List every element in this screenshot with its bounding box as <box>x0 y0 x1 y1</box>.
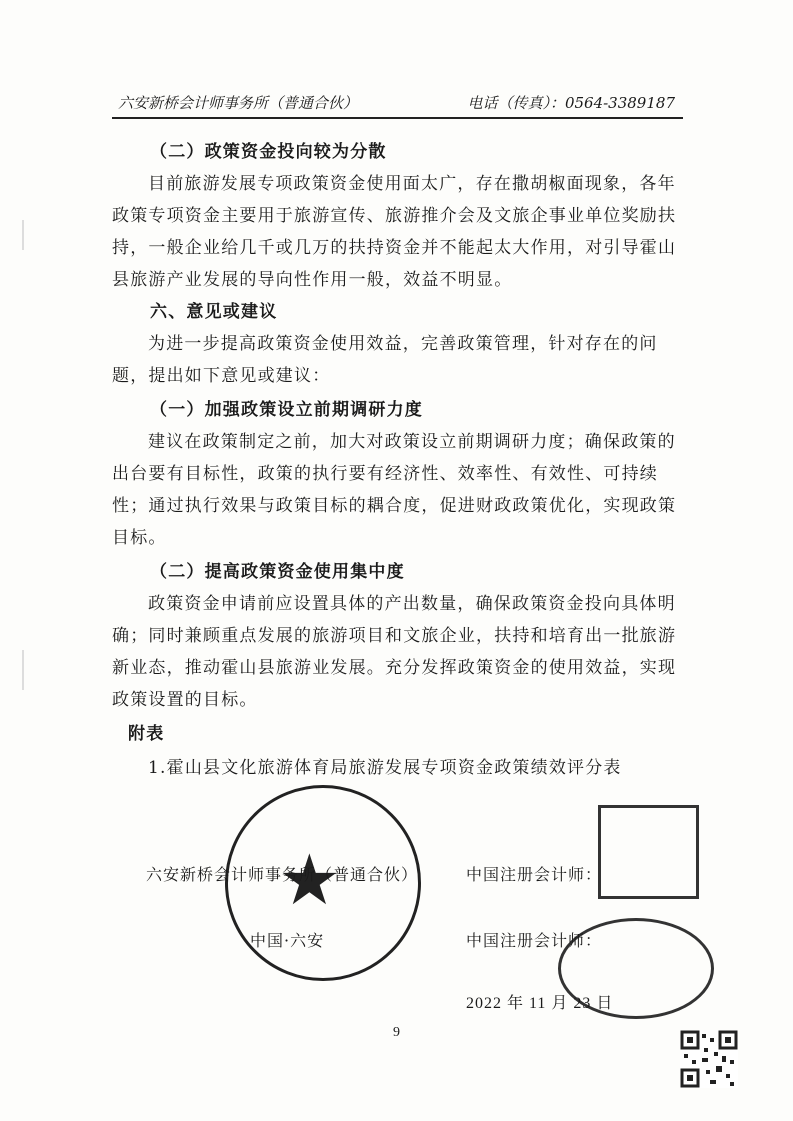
appendix-heading: 附表 <box>128 724 165 744</box>
margin-mark <box>22 220 24 250</box>
star-icon: ★ <box>278 839 341 921</box>
header-rule <box>112 117 683 119</box>
body-paragraph: 目前旅游发展专项政策资金使用面太广，存在撒胡椒面现象，各年政策专项资金主要用于旅游宣传、旅游推介会及文旅企事业单位奖励扶持，一般企业给几千或几万的扶持资金并不能起太大作用，对引导霍山县旅游产业发展的导向性作用一般，效益不明显。 <box>112 174 677 290</box>
margin-mark <box>22 650 24 690</box>
body-paragraph: 建议在政策制定之前，加大对政策设立前期调研力度；确保政策的出台要有目标性，政策的执行要有经济性、效率性、有效性、可持续性；通过执行效果与政策目标的耦合度，促进财政政策优化，实现政策目标。 <box>112 432 677 548</box>
header-phone: 电话（传真）：0564-3389187 <box>467 94 675 112</box>
section-heading: （一）加强政策设立前期调研力度 <box>150 400 423 420</box>
section-heading: 六、意见或建议 <box>150 302 278 322</box>
signature-location: 中国·六安 <box>250 931 325 950</box>
qr-code-icon <box>680 1030 738 1088</box>
signature-firm: 六安新桥会计师事务所（普通合伙） <box>146 865 419 884</box>
signature-date: 2022 年 11 月 23 日 <box>466 995 614 1012</box>
signature-cpa-1: 中国注册会计师： <box>466 865 603 884</box>
body-paragraph: 为进一步提高政策资金使用效益，完善政策管理，针对存在的问题，提出如下意见或建议： <box>112 334 658 386</box>
appendix-item: 1.霍山县文化旅游体育局旅游发展专项资金政策绩效评分表 <box>148 758 622 778</box>
cpa-stamp-rect <box>598 805 699 899</box>
section-heading: （二）提高政策资金使用集中度 <box>150 562 405 582</box>
header-firm: 六安新桥会计师事务所（普通合伙） <box>118 94 359 112</box>
signature-cpa-2: 中国注册会计师： <box>466 931 603 950</box>
page-number: 9 <box>393 1025 400 1040</box>
section-heading: （二）政策资金投向较为分散 <box>150 142 387 162</box>
body-paragraph: 政策资金申请前应设置具体的产出数量，确保政策资金投向具体明确；同时兼顾重点发展的旅游项目和文旅企业，扶持和培育出一批旅游新业态，推动霍山县旅游业发展。充分发挥政策资金的使用效益，实现政策设置的目标。 <box>112 594 677 710</box>
